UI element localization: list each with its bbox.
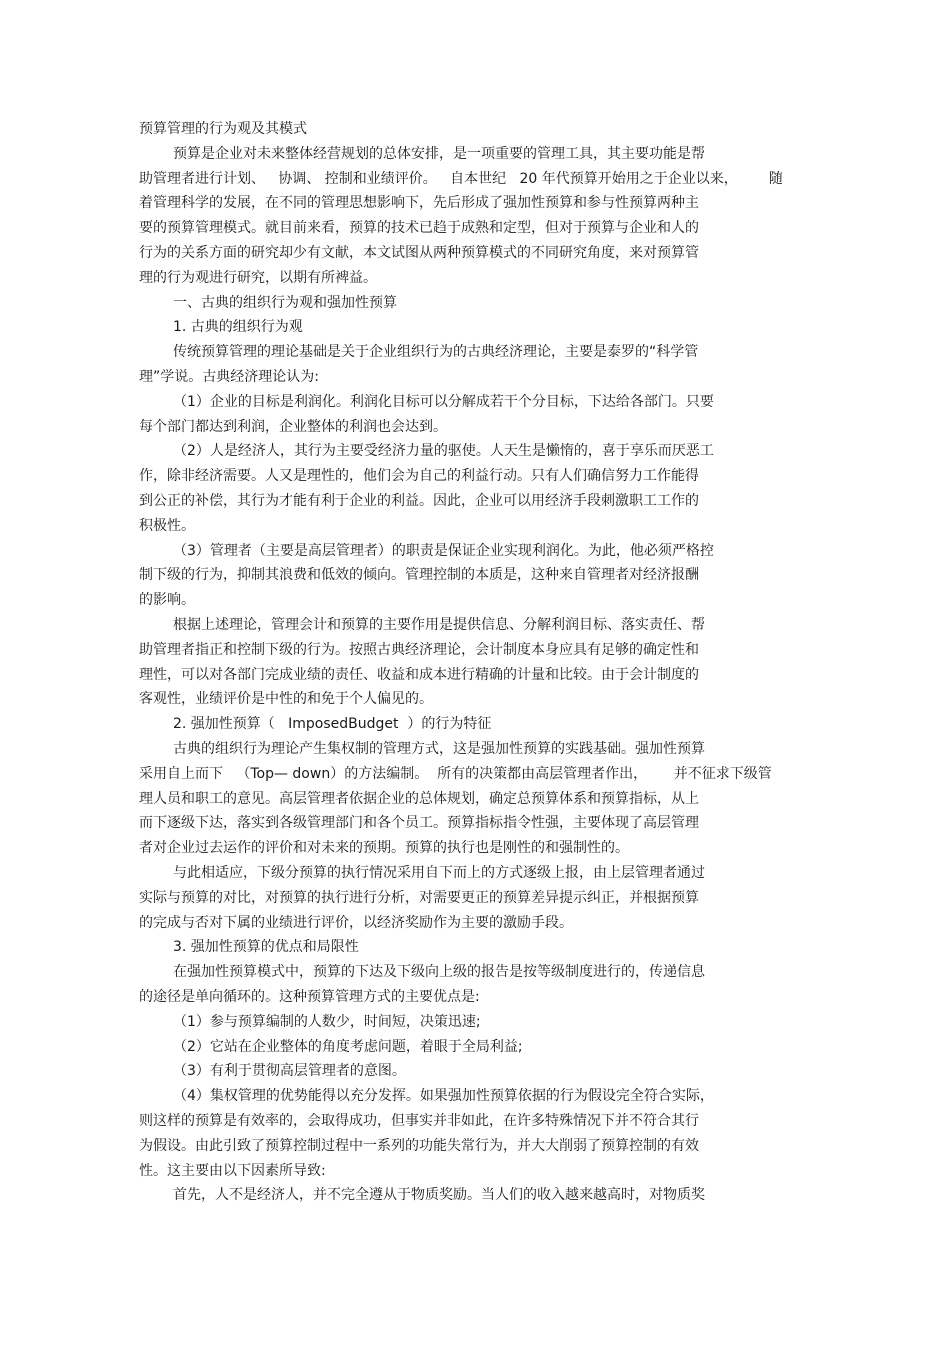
text-line: 性。这主要由以下因素所导致: (139, 1163, 326, 1179)
text-line: 首先，人不是经济人，并不完全遵从于物质奖励。当人们的收入越来越高时，对物质奖 (173, 1187, 705, 1203)
text-line: 作，除非经济需要。人又是理性的，他们会为自己的利益行动。只有人们确信努力工作能得 (139, 468, 699, 484)
text-line: 的途径是单向循环的。这种预算管理方式的主要优点是: (139, 989, 480, 1005)
text-line: 积极性。 (139, 518, 195, 534)
text-line: 3. 强加性预算的优点和局限性 (173, 939, 359, 955)
text-line: 要的预算管理模式。就目前来看，预算的技术已趋于成熟和定型，但对于预算与企业和人的 (139, 220, 699, 236)
text-line: 理的行为观进行研究，以期有所裨益。 (139, 270, 377, 286)
text-line: 1. 古典的组织行为观 (173, 319, 303, 335)
text-line: 客观性，业绩评价是中性的和免于个人偏见的。 (139, 691, 433, 707)
text-line: 实际与预算的对比，对预算的执行进行分析，对需要更正的预算差异提示纠正，并根据预算 (139, 890, 699, 906)
text-line: 而下逐级下达，落实到各级管理部门和各个员工。预算指标指令性强，主要体现了高层管理 (139, 815, 699, 831)
text-line: 每个部门都达到利润，企业整体的利润也会达到。 (139, 419, 447, 435)
text-line: 为假设。由此引致了预算控制过程中一系列的功能失常行为，并大大削弱了预算控制的有效 (139, 1138, 699, 1154)
text-line: （1）企业的目标是利润化。利润化目标可以分解成若干个分目标，下达给各部门。只要 (173, 394, 714, 410)
text-line: 行为的关系方面的研究却少有文献，本文试图从两种预算模式的不同研究角度，来对预算管 (139, 245, 699, 261)
text-line: 则这样的预算是有效率的，会取得成功，但事实并非如此，在许多特殊情况下并不符合其行 (139, 1113, 699, 1129)
text-line: 与此相适应，下级分预算的执行情况采用自下而上的方式逐级上报，由上层管理者通过 (173, 865, 705, 881)
text-line: 采用自上而下 （Top— down）的方法编制。 所有的决策都由高层管理者作出， 并不征求下级管 (139, 766, 772, 782)
text-line: 预算是企业对未来整体经营规划的总体安排，是一项重要的管理工具，其主要功能是帮 (173, 146, 705, 162)
text-line: （2）它站在企业整体的角度考虑问题，着眼于全局利益; (173, 1039, 523, 1055)
text-line: （3）管理者（主要是高层管理者）的职责是保证企业实现利润化。为此，他必须严格控 (173, 543, 714, 559)
text-line: 助管理者指正和控制下级的行为。按照古典经济理论，会计制度本身应具有足够的确定性和 (139, 642, 699, 658)
text-line: 的完成与否对下属的业绩进行评价，以经济奖励作为主要的激励手段。 (139, 915, 573, 931)
text-line: （2）人是经济人，其行为主要受经济力量的驱使。人天生是懒惰的，喜于享乐而厌恶工 (173, 443, 714, 459)
text-line: 着管理科学的发展，在不同的管理思想影响下，先后形成了强加性预算和参与性预算两种主 (139, 195, 699, 211)
text-line: 助管理者进行计划、 协调、 控制和业绩评价。 自本世纪 20 年代预算开始用之于企业以来， 随 (139, 171, 783, 187)
text-line: 一、古典的组织行为观和强加性预算 (173, 295, 397, 311)
document-title: 预算管理的行为观及其模式 (139, 121, 307, 137)
text-line: 传统预算管理的理论基础是关于企业组织行为的古典经济理论，主要是泰罗的“科学管 (173, 344, 699, 360)
text-line: 理性，可以对各部门完成业绩的责任、收益和成本进行精确的计量和比较。由于会计制度的 (139, 667, 699, 683)
text-line: （4）集权管理的优势能得以充分发挥。如果强加性预算依据的行为假设完全符合实际， (173, 1088, 714, 1104)
text-line: 到公正的补偿，其行为才能有利于企业的利益。因此，企业可以用经济手段刺激职工工作的 (139, 493, 699, 509)
text-line: 在强加性预算模式中，预算的下达及下级向上级的报告是按等级制度进行的，传递信息 (173, 964, 705, 980)
text-line: 根据上述理论，管理会计和预算的主要作用是提供信息、分解利润目标、落实责任、帮 (173, 617, 705, 633)
text-line: 理”学说。古典经济理论认为: (139, 369, 319, 385)
text-line: （3）有利于贯彻高层管理者的意图。 (173, 1063, 406, 1079)
text-line: 者对企业过去运作的评价和对未来的预期。预算的执行也是刚性的和强制性的。 (139, 840, 629, 856)
text-line: 2. 强加性预算（ ImposedBudget ）的行为特征 (173, 716, 492, 732)
text-line: 理人员和职工的意见。高层管理者依据企业的总体规划，确定总预算体系和预算指标，从上 (139, 791, 699, 807)
text-line: （1）参与预算编制的人数少，时间短，决策迅速; (173, 1014, 481, 1030)
text-line: 制下级的行为，抑制其浪费和低效的倾向。管理控制的本质是，这种来自管理者对经济报酬 (139, 567, 699, 583)
text-line: 的影响。 (139, 592, 195, 608)
text-line: 古典的组织行为理论产生集权制的管理方式，这是强加性预算的实践基础。强加性预算 (173, 741, 705, 757)
